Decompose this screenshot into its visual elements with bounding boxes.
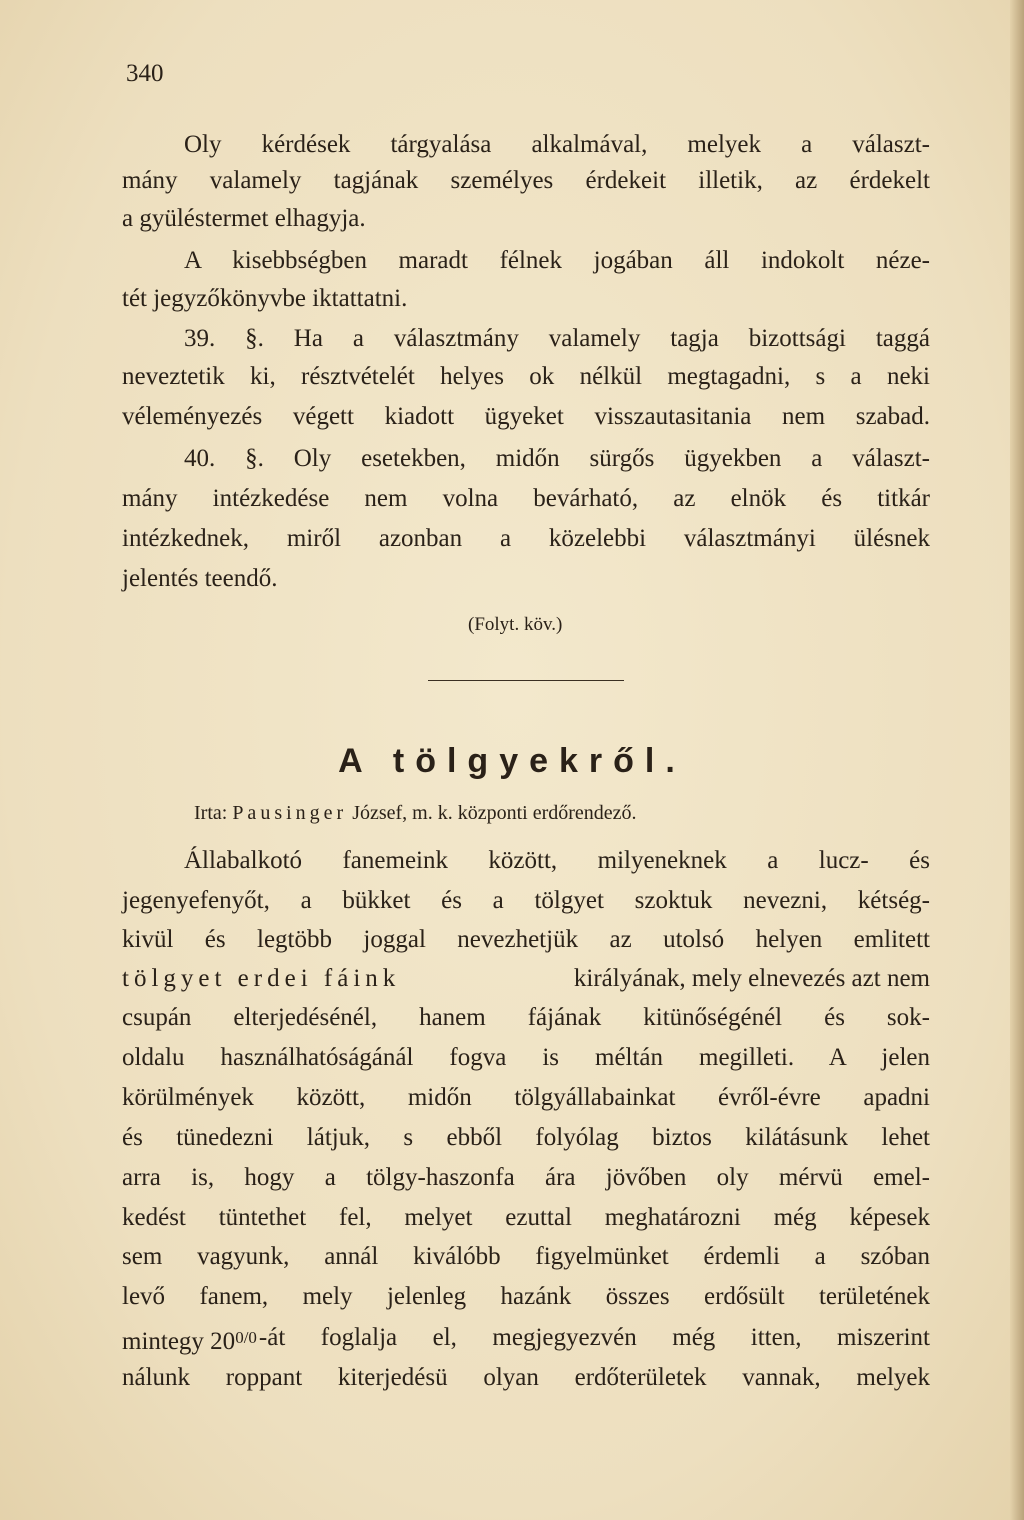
text-line: mány intézkedése nem volna bevárható, az elnök és titkár — [122, 485, 930, 512]
text-line: kedést tüntethet fel, melyet ezuttal meghatározni még képesek — [122, 1204, 930, 1231]
text-line: sem vagyunk, annál kiválóbb figyelmünket érdemli a szóban — [122, 1243, 930, 1270]
line-rest: királyának, mely elnevezés azt nem — [573, 965, 930, 992]
author-name: Pausinger — [232, 802, 348, 824]
text-line — [122, 1323, 930, 1357]
section-divider — [428, 680, 624, 681]
text-line: a gyüléstermet elhagyja. — [122, 205, 366, 232]
text-line: nálunk roppant kiterjedésü olyan erdőterületek vannak, melyek — [122, 1364, 930, 1391]
text-line: 39. §. Ha a választmány valamely tagja bizottsági taggá — [184, 325, 930, 352]
text-line: csupán elterjedésénél, hanem fájának kitünőségénél és sok- — [122, 1004, 930, 1031]
page-number: 340 — [126, 60, 164, 87]
spaced-phrase: tölgyet erdei fáink — [122, 965, 401, 992]
percent-value: mintegy 20 — [122, 1328, 236, 1355]
text-line: Állabalkotó fanemeink között, milyeneknek a lucz- és — [184, 847, 930, 874]
text-line: körülmények között, midőn tölgyállabainkat évről-évre apadni — [122, 1084, 930, 1111]
text-line: arra is, hogy a tölgy-haszonfa ára jövőben oly mérvü emel- — [122, 1164, 930, 1191]
percent-phrase — [122, 1323, 257, 1357]
text-line: kivül és legtöbb joggal nevezhetjük az utolsó helyen emlitett — [122, 926, 930, 953]
text-line: Oly kérdések tárgyalása alkalmával, melyek a választ- — [184, 131, 930, 158]
continued-note: (Folyt. köv.) — [468, 614, 563, 635]
text-line: levő fanem, mely jelenleg hazánk összes erdősült területének — [122, 1283, 930, 1310]
text-line: neveztetik ki, résztvételét helyes ok nélkül megtagadni, s a neki — [122, 363, 930, 390]
text-line: oldalu használhatóságánál fogva is méltán megilleti. A jelen — [122, 1044, 930, 1071]
text-line: tét jegyzőkönyvbe iktattatni. — [122, 285, 408, 312]
byline — [194, 802, 637, 825]
text-line: mány valamely tagjának személyes érdekeit illetik, az érdekelt — [122, 167, 930, 194]
text-line — [122, 964, 930, 994]
article-title: A tölgyekről. — [338, 742, 686, 780]
text-line: intézkednek, miről azonban a közelebbi választmányi ülésnek — [122, 525, 930, 552]
text-line: jelentés teendő. — [122, 565, 278, 592]
text-line: véleményezés végett kiadott ügyeket visszautasitania nem szabad. — [122, 403, 930, 430]
text-line: A kisebbségben maradt félnek jogában áll indokolt néze- — [184, 247, 930, 274]
line-rest: -át foglalja el, megjegyezvén még itten, miszerint — [258, 1324, 930, 1351]
text-line: jegenyefenyőt, a bükket és a tölgyet szoktuk nevezni, kétség- — [122, 887, 930, 914]
text-line: 40. §. Oly esetekben, midőn sürgős ügyekben a választ- — [184, 445, 930, 472]
byline-rest: József, m. k. központi erdőrendező. — [352, 802, 637, 824]
percent-sign: 0/0 — [235, 1328, 257, 1347]
byline-prefix: Irta: — [194, 802, 228, 824]
text-line: és tünedezni látjuk, s ebből folyólag biztos kilátásunk lehet — [122, 1124, 930, 1151]
